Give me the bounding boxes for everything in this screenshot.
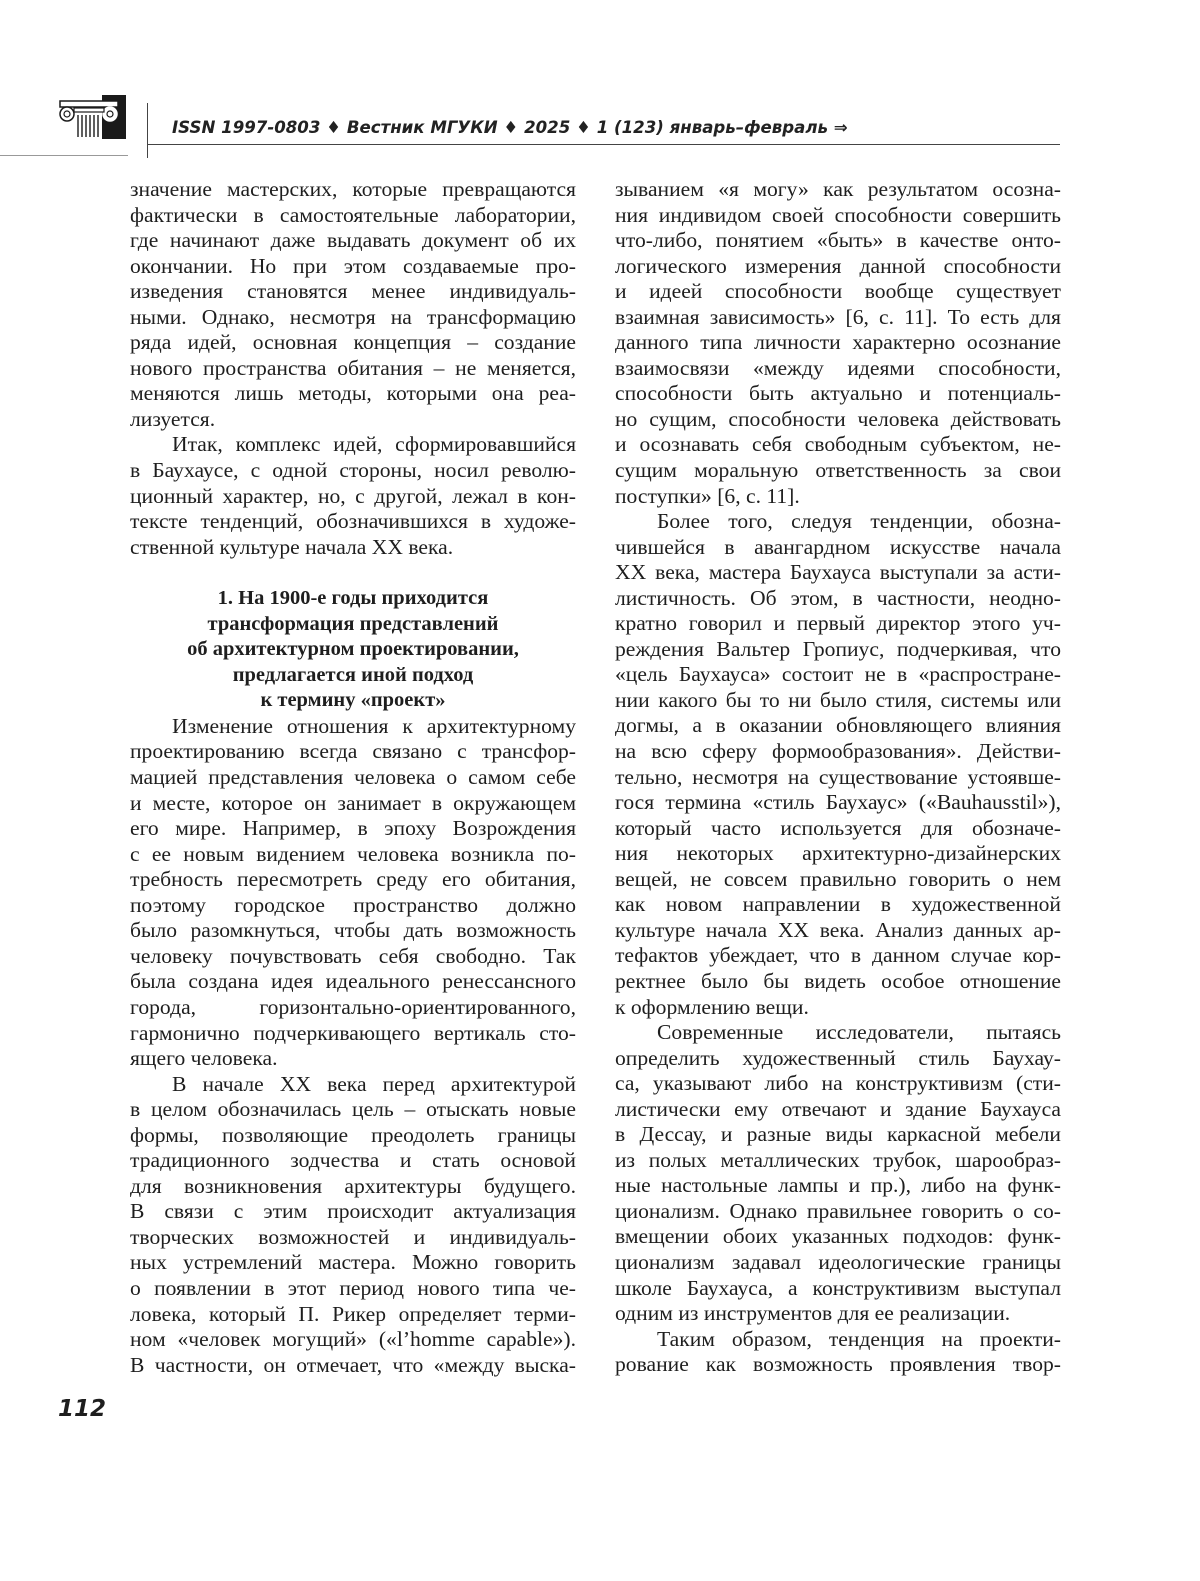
text-line: определить художественный стиль Баухау- (615, 1045, 1061, 1070)
text-line: как новом направлении в художественной (615, 892, 1061, 917)
text-line: «цель Баухауса» состоит не в «распростране- (615, 662, 1061, 687)
section-heading-line: об архитектурном проектировании, (187, 638, 519, 661)
text-line: ционализм задавал идеологические границы (615, 1249, 1061, 1274)
text-line: что-либо, понятием «быть» в качестве онто- (615, 228, 1061, 253)
text-line: меняются лишь методы, которыми она реа- (130, 381, 576, 406)
text-line: ционализм. Однако правильнее говорить о со- (615, 1198, 1061, 1223)
paragraph-gap (130, 560, 576, 586)
left-text-column (130, 177, 576, 1378)
text-line: и месте, которое он занимает в окружающем (130, 790, 576, 815)
text-line: ния некоторых архитектурно-дизайнерских (615, 841, 1061, 866)
text-line: Таким образом, тенденция на проекти- (657, 1326, 1061, 1351)
text-line: ционный характер, но, с другой, лежал в кон- (130, 483, 576, 508)
text-line: но сущим, способности человека действовать (615, 406, 1061, 431)
text-line: и идеей способности вообще существует (615, 279, 1061, 304)
text-line: гармонично подчеркивающего вертикаль сто- (130, 1020, 576, 1045)
text-line: способности быть актуально и потенциаль- (615, 381, 1061, 406)
text-line: вещей, не совсем правильно говорить о нем (615, 866, 1061, 891)
text-line: с ее новым видением человека возникла по- (130, 841, 576, 866)
text-line: ственной культуре начала XX века. (130, 534, 454, 559)
text-line: зыванием «я могу» как результатом осозна- (615, 177, 1061, 201)
page-number: 112 (58, 1396, 107, 1422)
text-line: значение мастерских, которые превращаются (130, 177, 576, 201)
text-line: листичность. Об этом, в частности, неодно- (615, 585, 1061, 610)
text-line: к оформлению вещи. (615, 994, 809, 1019)
text-line: было разомкнуться, чтобы дать возможность (130, 918, 576, 943)
text-line: Более того, следуя тенденции, обозна- (657, 509, 1061, 534)
text-line: нии какого бы то ни было стиля, системы или (615, 687, 1061, 712)
section-heading-line: к термину «проект» (260, 689, 446, 712)
text-line: и осознавать себя свободным субъектом, не- (615, 432, 1061, 457)
text-line: нового пространства обитания – не меняется, (130, 355, 576, 380)
text-line: ном «человек могущий» («l’homme capable»). (130, 1327, 576, 1352)
text-line: Изменение отношения к архитектурному (172, 713, 576, 738)
section-heading-line: 1. На 1900-е годы приходится (217, 587, 489, 610)
text-line: творческих возможностей и индивидуаль- (130, 1224, 576, 1249)
text-line: вмещении обоих указанных подходов: функ- (615, 1224, 1061, 1249)
text-line: в Баухаусе, с одной стороны, носил револю- (130, 458, 576, 483)
text-line: чившейся в авангардном искусстве начала (615, 534, 1061, 559)
text-line: ных устремлений мастера. Можно говорить (130, 1250, 576, 1275)
text-line: традиционного зодчества и стать основой (130, 1148, 576, 1173)
text-line: фактически в самостоятельные лаборатории, (130, 202, 576, 227)
text-line: окончании. Но при этом создаваемые про- (130, 253, 576, 278)
text-line: листически ему отвечают и здание Баухауса (615, 1096, 1061, 1121)
text-line: требность пересмотреть среду его обитания, (130, 867, 576, 892)
text-line: реждения Вальтер Гропиус, подчеркивая, что (615, 636, 1061, 661)
text-line: формы, позволяющие преодолеть границы (130, 1122, 576, 1147)
running-header: ISSN 1997-0803 ♦ Вестник МГУКИ ♦ 2025 ♦ 1 (123) январь–февраль ⇒ (172, 118, 848, 137)
text-line: тексте тенденций, обозначившихся в художе- (130, 509, 576, 534)
text-line: гося термина «стиль Баухаус» («Bauhausstil»), (615, 790, 1061, 815)
text-line: XX века, мастера Баухауса выступали за асти- (615, 560, 1061, 585)
text-line: который часто используется для обозначе- (615, 815, 1061, 840)
text-line: культуре начала XX века. Анализ данных ар- (615, 917, 1061, 942)
text-line: человеку почувствовать себя свободно. Так (130, 943, 576, 968)
text-line: В начале XX века перед архитектурой (172, 1071, 576, 1096)
text-line: рование как возможность проявления твор- (615, 1352, 1061, 1377)
text-line: Итак, комплекс идей, сформировавшийся (172, 432, 576, 457)
text-line: о появлении в этот период нового типа че- (130, 1275, 576, 1300)
text-line: в целом обозначилась цель – отыскать новые (130, 1097, 576, 1122)
text-line: В связи с этим происходит актуализация (130, 1199, 576, 1224)
text-line: сущим моральную ответственность за свои (615, 458, 1061, 483)
column-capital-icon (58, 95, 126, 139)
text-line: мацией представления человека о самом себе (130, 765, 576, 790)
text-line: из полых металлических трубок, шарообраз- (615, 1147, 1061, 1172)
text-line: ловека, который П. Рикер определяет терми- (130, 1301, 576, 1326)
text-line: была создана идея идеального ренессансного (130, 969, 576, 994)
text-line: поэтому городское пространство должно (130, 892, 576, 917)
text-line: данного типа личности характерно осознание (615, 330, 1061, 355)
text-line: логического измерения данной способности (615, 253, 1061, 278)
text-line: на всю сферу формообразования». Действи- (615, 739, 1061, 764)
text-line: ректнее было бы видеть особое отношение (615, 968, 1061, 993)
section-heading-line: трансформация представлений (207, 612, 499, 635)
text-line: где начинают даже выдавать документ об их (130, 228, 576, 253)
text-line: тельно, несмотря на существование устоявше- (615, 764, 1061, 789)
text-line: ными. Однако, несмотря на трансформацию (130, 304, 576, 329)
text-line: взаимосвязи «между идеями способности, (615, 355, 1061, 380)
text-line: проектированию всегда связано с трансфор- (130, 739, 576, 764)
header-left-rule (0, 155, 128, 156)
text-line: поступки» [6, с. 11]. (615, 483, 800, 508)
text-line: ные настольные лампы и пр.), либо на функ- (615, 1173, 1061, 1198)
text-line: кратно говорил и первый директор этого уч- (615, 611, 1061, 636)
text-line: Современные исследователи, пытаясь (657, 1020, 1061, 1045)
header-horizontal-rule (147, 144, 1060, 145)
text-line: ряда идей, основная концепция – создание (130, 330, 576, 355)
text-line: города, горизонтально-ориентированного, (130, 994, 576, 1019)
text-line: догмы, а в оказании обновляющего влияния (615, 713, 1061, 738)
text-line: изведения становятся менее индивидуаль- (130, 279, 576, 304)
text-line: В частности, он отмечает, что «между выска- (130, 1352, 576, 1377)
text-line: школе Баухауса, а конструктивизм выступал (615, 1275, 1061, 1300)
text-line: ния индивидом своей способности совершить (615, 202, 1061, 227)
text-line: для возникновения архитектуры будущего. (130, 1173, 576, 1198)
text-line: са, указывают либо на конструктивизм (сти- (615, 1071, 1061, 1096)
text-line: тефактов убеждает, что в данном случае кор- (615, 943, 1061, 968)
text-line: ящего человека. (130, 1046, 278, 1071)
text-line: в Дессау, и разные виды каркасной мебели (615, 1122, 1061, 1147)
section-heading-line: предлагается иной подход (232, 663, 474, 686)
header-vertical-rule (147, 103, 148, 158)
text-line: лизуется. (130, 406, 216, 431)
journal-logo (58, 95, 126, 139)
text-line: взаимная зависимость» [6, с. 11]. То есть для (615, 304, 1061, 329)
right-text-column (615, 177, 1061, 1378)
text-line: его мире. Например, в эпоху Возрождения (130, 816, 576, 841)
text-line: одним из инструментов для ее реализации. (615, 1301, 1011, 1326)
